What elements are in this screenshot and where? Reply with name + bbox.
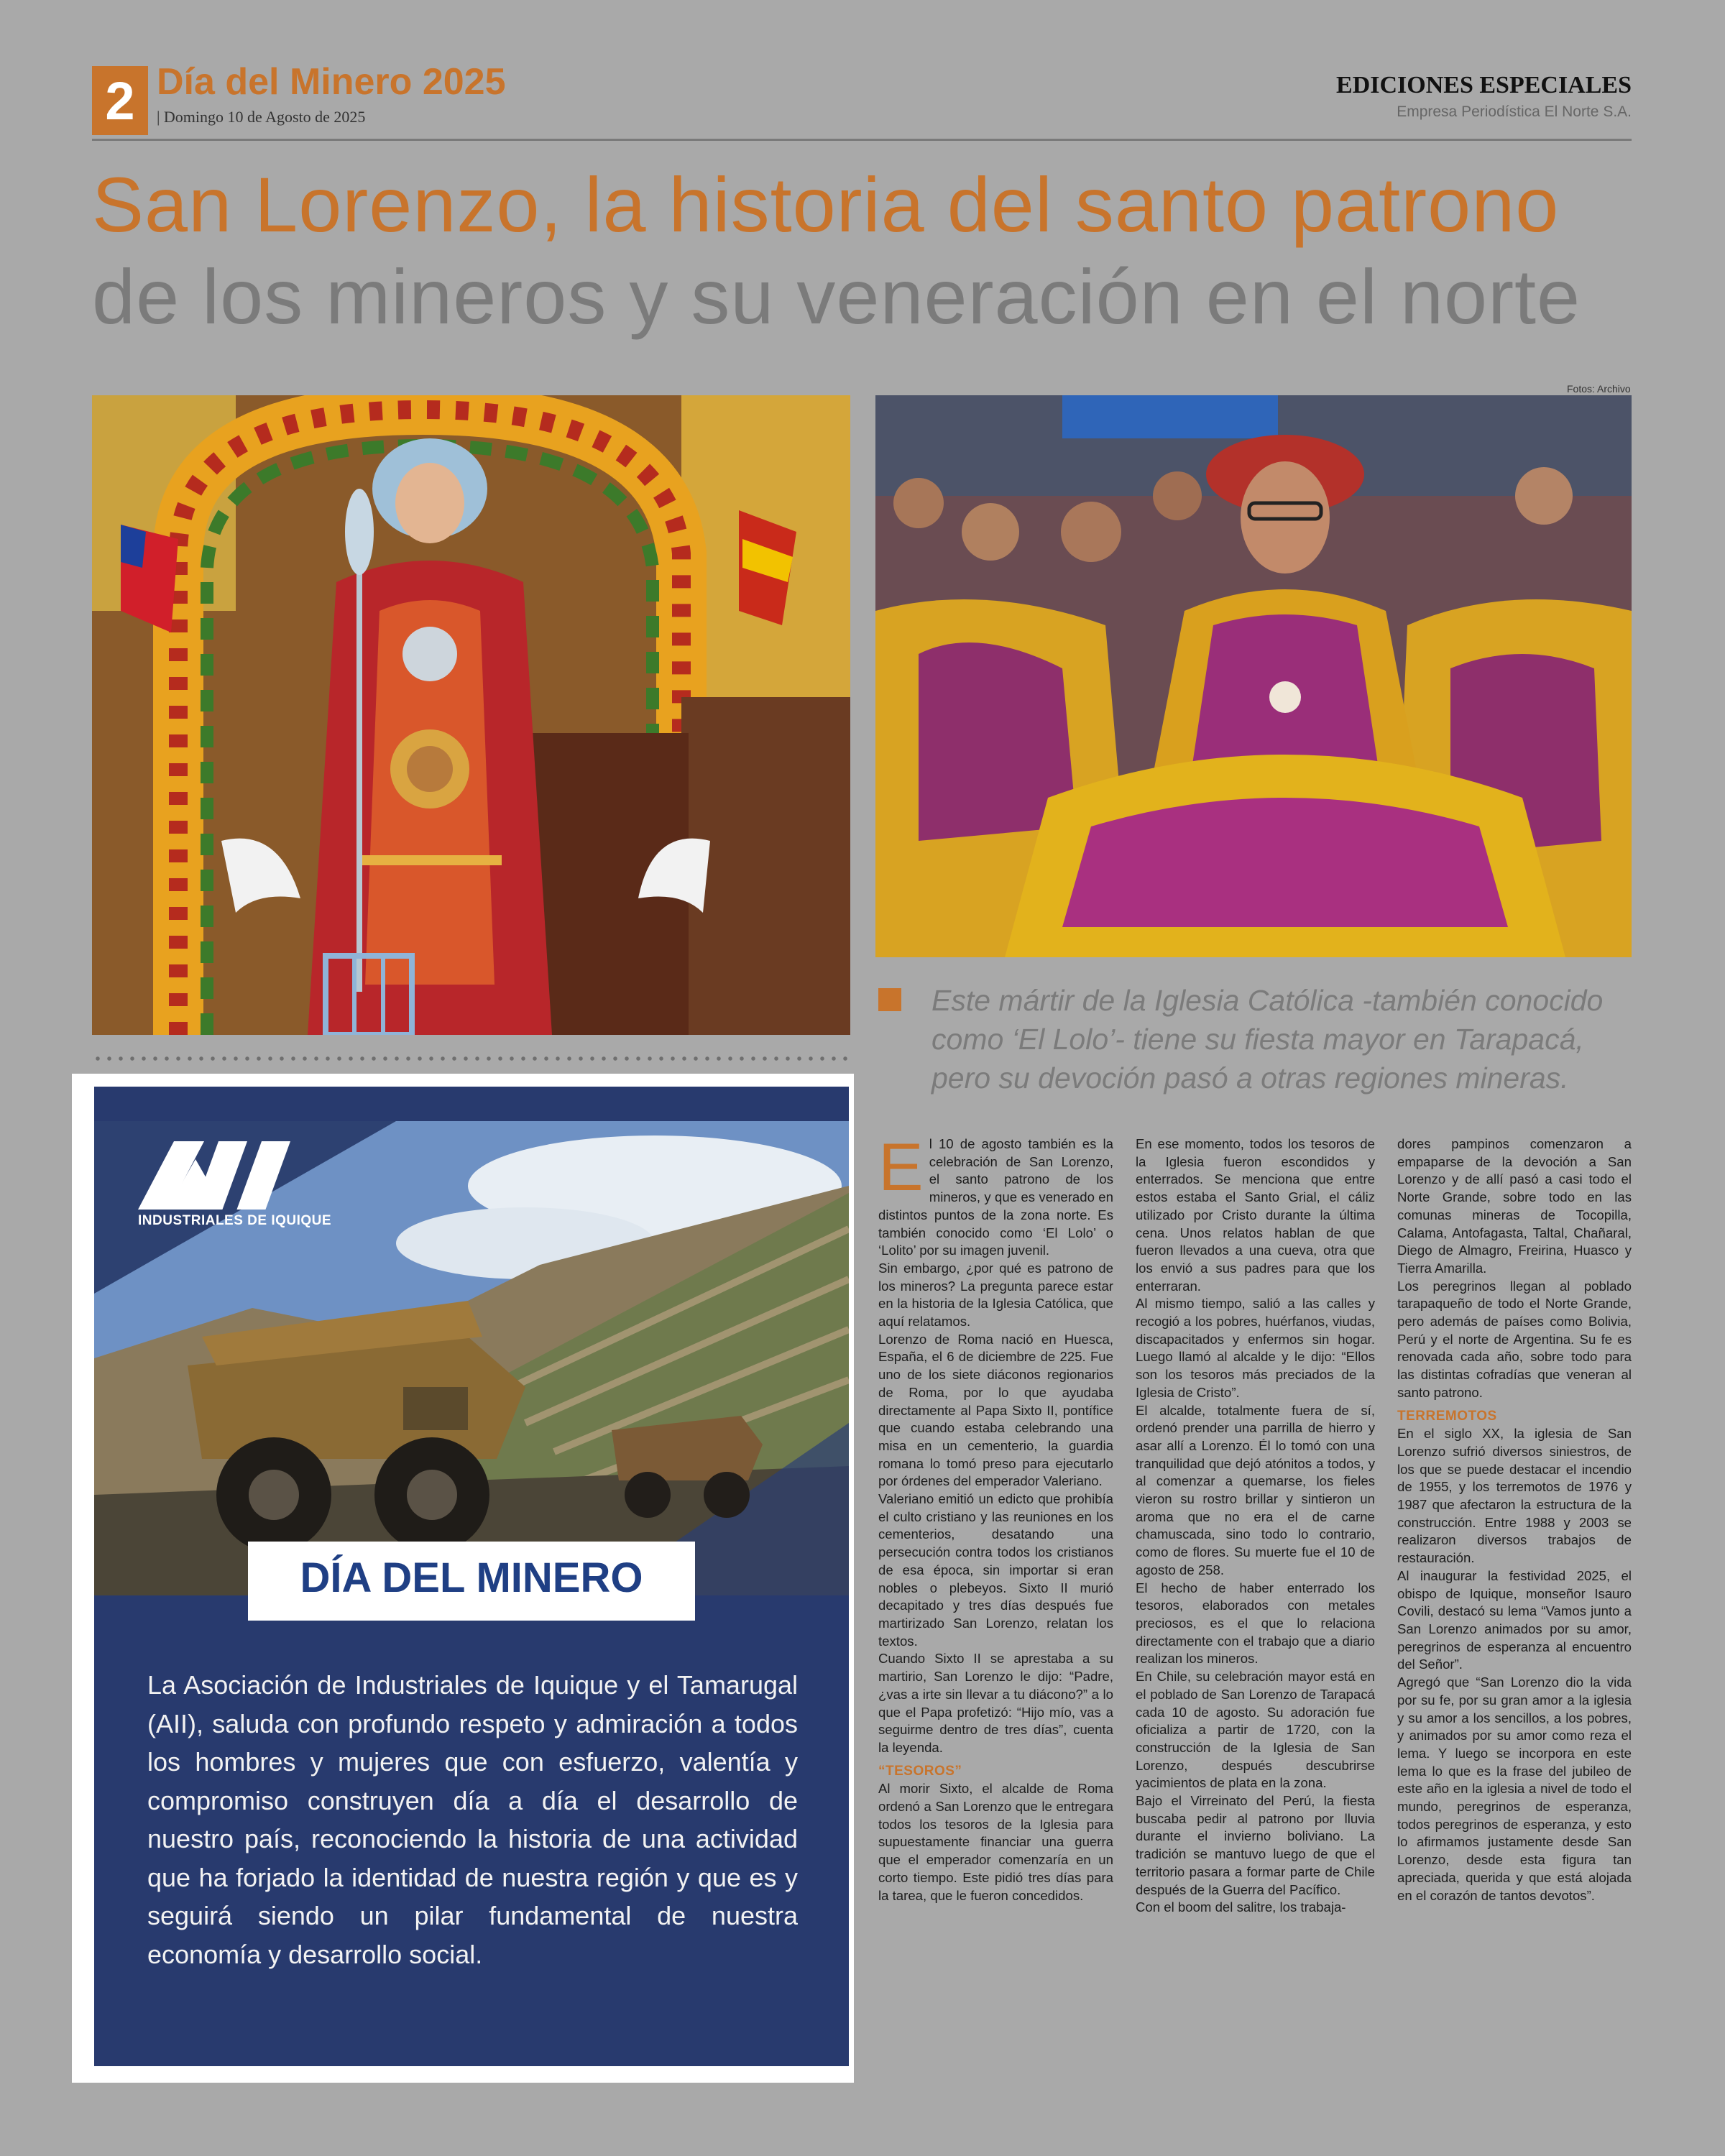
article-paragraph: Al morir Sixto, el alcalde de Roma ordenó a San Lorenzo que le entregara todos los tesoros de la Iglesia para supuestamente financiar una guerra que el emperador comenzaría en un corto tiempo. Este pidió tres días para la tarea, que le fueron concedidos.	[878, 1781, 1113, 1903]
drop-cap: E	[878, 1129, 924, 1204]
article-paragraph: Lorenzo de Roma nació en Huesca, España, el 6 de diciembre de 225. Fue uno de los siete diáconos regionarios de Roma, por lo que ayudaba directamente al Papa Sixto II, pontífice que cuando estaba celebrando una misa en un cementerio, la guardia romana lo tomó preso para ejecutarlo por órdenes del emperador Valeriano.	[878, 1331, 1113, 1489]
article-subhead: “TESOROS”	[878, 1763, 962, 1779]
photo-credit: Fotos: Archivo	[1567, 383, 1631, 395]
caption-marker	[878, 988, 901, 1011]
issue-date: | Domingo 10 de Agosto de 2025	[157, 108, 366, 126]
article-paragraph: dores pampinos comenzaron a empaparse de la devoción a San Lorenzo y de allí pasó a casi todo el Norte Grande, sobre todo en las comunas mineras de Tocopilla, Calama, Antofagasta, Taltal, Chañaral, Diego de Almagro, Freirina, Huasco y Tierra Amarilla.	[1397, 1136, 1632, 1276]
article-paragraph: Sin embargo, ¿por qué es patrono de los mineros? La pregunta parece estar en la historia de la Iglesia Católica, que aquí relatamos.	[878, 1260, 1113, 1330]
article-paragraph: En el siglo XX, la iglesia de San Lorenzo sufrió diversos siniestros, de los que se puede destacar el incendio de 1955, y los terremotos de 1976 y 1987 que afectaron la estructura de la construcción. Entre 1988 y 2003 se realizaron diversos trabajos de restauración.	[1397, 1426, 1632, 1566]
page-number: 2	[92, 66, 148, 135]
article-paragraph: En ese momento, todos los tesoros de la Iglesia fueron escondidos y enterrados. Se menciona que entre estos estaba el Santo Grial, el cáliz utilizado por Cristo durante la última cena. Unos relatos hablan de que fueron llevados a una cueva, otra que los envió a sus padres para que los enterraran.	[1136, 1136, 1375, 1294]
photo-caption: Este mártir de la Iglesia Católica -también conocido como ‘El Lolo’- tiene su fiesta mayor en Tarapacá, pero su devoción pasó a otras regiones mineras.	[932, 984, 1604, 1095]
article-paragraph: El 10 de agosto también es la celebración de San Lorenzo, el santo patrono de los mineros, y que es venerado en distintos puntos de la zona norte. Es también conocido como ‘El Lolo’ o ‘Lolito’ por su imagen juvenil.	[878, 1129, 1113, 1258]
headline-line-2: de los mineros y su veneración en el norte	[92, 253, 1581, 340]
article-paragraph: Cuando Sixto II se aprestaba a su martirio, San Lorenzo le dijo: “Padre, ¿vas a irte sin llevar a tu diácono?” a lo que el Papa profetizó: “Hijo mío, vas a seguirme dentro de tres días”, cuenta la leyenda.	[878, 1651, 1113, 1755]
brand-company: Empresa Periodística El Norte S.A.	[1397, 103, 1632, 120]
article-paragraph: Valeriano emitió un edicto que prohibía el culto cristiano y las reuniones en los cementerios, desatando una persecución contra todos los cristianos de esa época, sin importar si eran nobles o plebeyos. Sixto II murió decapitado y tres días después fue martirizado San Lorenzo, relatan los textos.	[878, 1491, 1113, 1649]
article-paragraph: Agregó que “San Lorenzo dio la vida por su fe, por su gran amor a la iglesia y su amor a los sencillos, a los pobres, y animados por su amor como reza el lema. Y luego se incorpora en este lema lo que es la frase del jubileo de este año en la iglesia a nivel de todo el mundo, peregrinos de esperanza, todos peregrinos de esperanza, y esto lo afirmamos justamente desde San Lorenzo, desde esta figura tan apreciada, querida y que está alojada en el corazón de tantos devotos”.	[1397, 1674, 1632, 1903]
article-paragraph: Bajo el Virreinato del Perú, la fiesta buscaba pedir al patrono por lluvia durante el invierno boliviano. La tradición se mantuvo luego de que el territorio pasara a formar parte de Chile después de la Guerra del Pacífico.	[1136, 1793, 1375, 1897]
dotted-divider	[92, 1056, 850, 1061]
article-paragraph: Al inaugurar la festividad 2025, el obispo de Iquique, monseñor Isauro Covili, destacó su lema “Vamos junto a San Lorenzo animados por su amor, peregrinos de esperanza al encuentro del Señor”.	[1397, 1567, 1632, 1672]
article-column-2	[1136, 1135, 1375, 1917]
article-column-3	[1397, 1135, 1632, 1904]
article-paragraph: Al mismo tiempo, salió a las calles y recogió a los pobres, huérfanos, viudas, discapacitados y enfermos sin hogar. Luego llamó al alcalde y le dijo: “Ellos son los tesoros más preciados de la Iglesia de Cristo”.	[1136, 1296, 1375, 1400]
headline-line-1: San Lorenzo, la historia del santo patrono	[92, 161, 1560, 248]
article-paragraph: En Chile, su celebración mayor está en el poblado de San Lorenzo de Tarapacá cada 10 de agosto. Su adoración fue oficializa a partir de 1720, con la construcción de la Iglesia de San Lorenzo, después descubrirse yacimientos de plata en la zona.	[1136, 1669, 1375, 1791]
header-rule	[92, 139, 1632, 141]
san-lorenzo-statue-photo	[92, 395, 850, 1035]
article-paragraph: Los peregrinos llegan al poblado tarapaqueño de todo el Norte Grande, pero además de países como Bolivia, Perú y el norte de Argentina. Su fe es renovada cada año, sobre todo para las distintas cofradías que veneran al santo patrono.	[1397, 1278, 1632, 1400]
article-paragraph: El hecho de haber enterrado los tesoros, elaborados con metales preciosos, es el que lo relaciona directamente con el trabajo que a diario realizan los mineros.	[1136, 1580, 1375, 1667]
article-column-1	[878, 1129, 1113, 1904]
brand-name: EDICIONES ESPECIALES	[1336, 72, 1632, 98]
article-subhead: TERREMOTOS	[1397, 1408, 1497, 1424]
section-title: Día del Minero 2025	[157, 61, 506, 103]
article-paragraph: Con el boom del salitre, los trabaja-	[1136, 1899, 1346, 1915]
dancers-festival-photo	[875, 395, 1632, 957]
ad-body-text: La Asociación de Industriales de Iquique y el Tamarugal (AII), saluda con profundo respeto y admiración a todos los hombres y mujeres que con esfuerzo, valentía y compromiso construyen día a día el desarrollo de nuestro país, reconociendo la historia de una actividad que ha forjado la identidad de nuestra región y que es y seguirá siendo un pilar fundamental de nuestra economía y desarrollo social.	[147, 1670, 798, 1969]
ad-title: DÍA DEL MINERO	[300, 1554, 643, 1601]
aii-logo	[138, 1141, 310, 1210]
article-paragraph: El alcalde, totalmente fuera de sí, ordenó prender una parrilla de hierro y asar allí a Lorenzo. Él lo tomó con una tranquilidad que dejó atónitos a todos, y al comenzar a quemarse, los fieles vieron su rostro brillar y sintieron un aroma que no era el de carne chamuscada, sino todo lo contrario, como de flores. Su muerte fue el 10 de agosto de 258.	[1136, 1402, 1375, 1577]
aii-logo-caption: INDUSTRIALES DE IQUIQUE	[138, 1213, 332, 1228]
